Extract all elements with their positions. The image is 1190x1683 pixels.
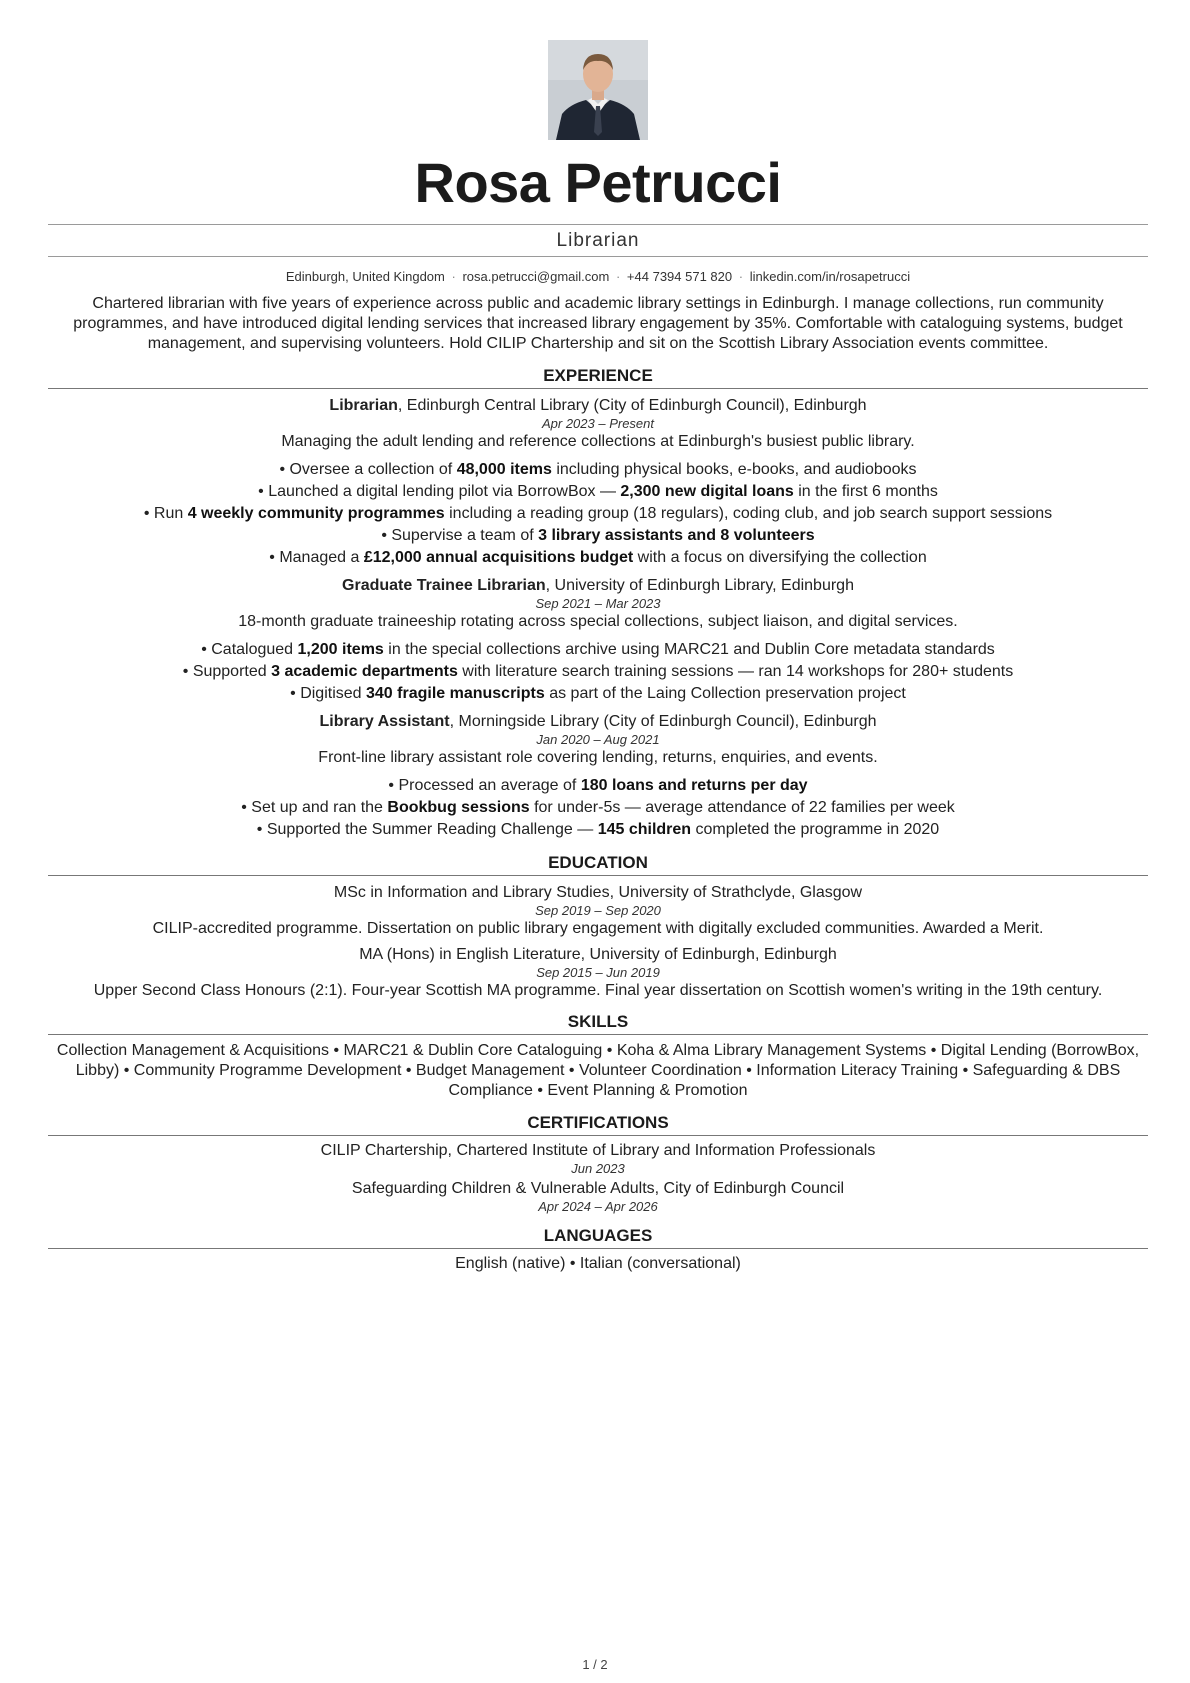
list-item: • Launched a digital lending pilot via BorrowBox — 2,300 new digital loans in the first 6 months [258, 483, 938, 500]
certification-name: Safeguarding Children & Vulnerable Adults, City of Edinburgh Council [351, 1180, 845, 1197]
section-heading-skills: SKILLS [48, 1012, 1148, 1035]
job-bullets [48, 639, 1148, 705]
job-description: Front-line library assistant role covering lending, returns, enquiries, and events. [318, 749, 878, 766]
contact-location: Edinburgh, United Kingdom [285, 269, 445, 284]
list-item: • Digitised 340 fragile manuscripts as part of the Laing Collection preservation project [290, 685, 906, 702]
contact-linkedin[interactable]: linkedin.com/in/rosapetrucci [749, 269, 911, 284]
skills-list: Collection Management & Acquisitions • MARC21 & Dublin Core Cataloguing • Koha & Alma Library Management Systems • Digital Lending (BorrowBox, Libby) • Community Programme Development • Budget Management • Volunteer Coordination • Information Literacy Training • Safeguarding & DBS Compliance • Event Planning & Promotion [56, 1042, 1140, 1099]
section-heading-languages: LANGUAGES [48, 1226, 1148, 1249]
experience-entry [48, 577, 1148, 705]
list-item: • Processed an average of 180 loans and returns per day [388, 777, 808, 794]
job-organisation: , Edinburgh Central Library (City of Edinburgh Council), Edinburgh [397, 397, 867, 414]
job-role: Library Assistant [319, 713, 450, 730]
degree-dates: Sep 2015 – Jun 2019 [536, 965, 660, 980]
experience-entry [48, 397, 1148, 569]
job-heading [48, 577, 1148, 595]
section-heading-certifications: CERTIFICATIONS [48, 1113, 1148, 1136]
job-description: Managing the adult lending and reference collections at Edinburgh's busiest public library. [281, 433, 915, 450]
list-item: • Supervise a team of 3 library assistants and 8 volunteers [381, 527, 815, 544]
resume-page [48, 40, 1148, 1273]
candidate-name: Rosa Petrucci [414, 151, 782, 214]
page-number: 1 / 2 [582, 1657, 608, 1672]
list-item: • Run 4 weekly community programmes including a reading group (18 regulars), coding club, and job search support sessions [143, 505, 1053, 522]
degree-description: CILIP-accredited programme. Dissertation on public library engagement with digitally excluded communities. Awarded a Merit. [152, 920, 1044, 937]
job-dates: Sep 2021 – Mar 2023 [535, 596, 661, 611]
job-organisation: , University of Edinburgh Library, Edinburgh [545, 577, 854, 594]
job-heading [48, 397, 1148, 415]
list-item: • Managed a £12,000 annual acquisitions budget with a focus on diversifying the collection [269, 549, 927, 566]
contact-separator: · [615, 269, 621, 284]
contact-separator: · [738, 269, 744, 284]
job-dates: Apr 2023 – Present [541, 416, 655, 431]
education-entry [48, 884, 1148, 938]
contact-separator: · [451, 269, 456, 284]
list-item: • Oversee a collection of 48,000 items including physical books, e-books, and audiobooks [279, 461, 917, 478]
list-item: • Catalogued 1,200 items in the special collections archive using MARC21 and Dublin Core metadata standards [201, 641, 995, 658]
certification-dates: Apr 2024 – Apr 2026 [538, 1199, 658, 1214]
job-bullets [48, 459, 1148, 569]
certification-dates: Jun 2023 [571, 1161, 625, 1176]
certification-entry [48, 1180, 1148, 1214]
job-heading [48, 713, 1148, 731]
languages-list: English (native) • Italian (conversational) [455, 1255, 741, 1272]
professional-summary: Chartered librarian with five years of experience across public and academic library settings in Edinburgh. I manage collections, run community programmes, and have introduced digital lending services that increased library engagement by 35%. Comfortable with cataloguing systems, budget management, and supervising volunteers. Hold CILIP Chartership and sit on the Scottish Library Association events committee. [73, 295, 1123, 352]
section-heading-experience: EXPERIENCE [48, 366, 1148, 389]
list-item: • Set up and ran the Bookbug sessions for under-5s — average attendance of 22 families per week [241, 799, 955, 816]
job-title: Librarian [48, 224, 1148, 257]
experience-entry [48, 713, 1148, 841]
degree-heading: MSc in Information and Library Studies, University of Strathclyde, Glasgow [333, 884, 863, 901]
contact-line [48, 269, 1148, 284]
list-item: • Supported the Summer Reading Challenge — 145 children completed the programme in 2020 [256, 821, 940, 838]
job-role: Graduate Trainee Librarian [342, 577, 546, 594]
profile-photo [548, 40, 648, 140]
degree-heading: MA (Hons) in English Literature, University of Edinburgh, Edinburgh [359, 946, 837, 963]
contact-email[interactable]: rosa.petrucci@gmail.com [462, 269, 610, 284]
degree-dates: Sep 2019 – Sep 2020 [535, 903, 661, 918]
certification-entry [48, 1142, 1148, 1176]
certification-name: CILIP Chartership, Chartered Institute of Library and Information Professionals [320, 1142, 876, 1159]
degree-description: Upper Second Class Honours (2:1). Four-year Scottish MA programme. Final year dissertation on Scottish women's writing in the 19th century. [93, 982, 1103, 999]
job-dates: Jan 2020 – Aug 2021 [536, 732, 660, 747]
contact-phone[interactable]: +44 7394 571 820 [626, 269, 733, 284]
list-item: • Supported 3 academic departments with literature search training sessions — ran 14 workshops for 280+ students [182, 663, 1014, 680]
job-organisation: , Morningside Library (City of Edinburgh Council), Edinburgh [449, 713, 877, 730]
education-entry [48, 946, 1148, 1000]
job-description: 18-month graduate traineeship rotating across special collections, subject liaison, and digital services. [238, 613, 958, 630]
job-role: Librarian [329, 397, 398, 414]
section-heading-education: EDUCATION [48, 853, 1148, 876]
job-bullets [48, 775, 1148, 841]
